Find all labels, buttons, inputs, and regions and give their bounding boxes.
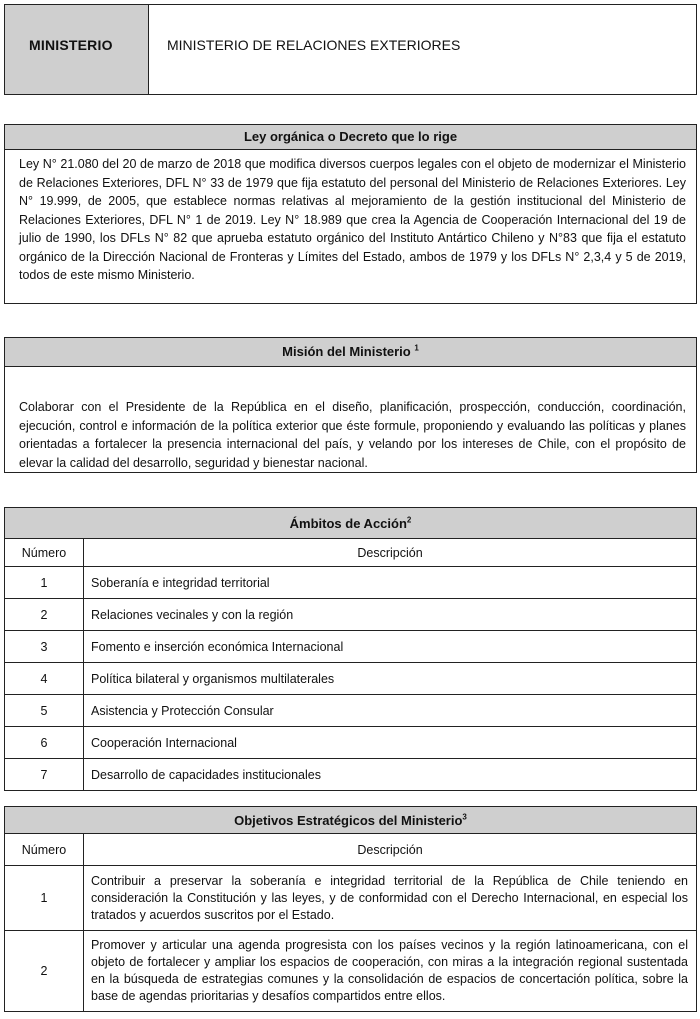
ministry-label: MINISTERIO bbox=[29, 37, 113, 53]
mision-title: Misión del Ministerio bbox=[282, 344, 411, 359]
ministry-header bbox=[4, 4, 697, 95]
ambitos-col-num: Número bbox=[5, 539, 84, 567]
objetivos-title: Objetivos Estratégicos del Ministerio bbox=[234, 812, 463, 828]
ambito-desc: Cooperación Internacional bbox=[84, 727, 697, 759]
ambito-desc: Fomento e inserción económica Internacional bbox=[84, 631, 697, 663]
objetivo-desc: Promover y articular una agenda progresista con los países vecinos y la región latinoamericana, con el objeto de fortalecer y ampliar los espacios de cooperación, con miras a la integración regional sustentada en la búsqueda de estrategias comunes y la consolidación de espacios de concertación política, sobre la base de agendas prioritarias y desafíos compartidos entre ellos. bbox=[84, 931, 697, 1012]
table-row bbox=[5, 567, 697, 599]
ambito-desc: Relaciones vecinales y con la región bbox=[84, 599, 697, 631]
objetivo-desc: Contribuir a preservar la soberanía e integridad territorial de la República de Chile teniendo en consideración la Constitución y las leyes, y de conformidad con el Derecho Internacional, en especial los tratados y acuerdos suscritos por el Estado. bbox=[84, 866, 697, 931]
objetivos-col-num: Número bbox=[5, 834, 84, 866]
ambito-num: 6 bbox=[5, 727, 84, 759]
ambitos-col-desc: Descripción bbox=[84, 539, 697, 567]
ambito-num: 1 bbox=[5, 567, 84, 599]
ambito-desc: Política bilateral y organismos multilaterales bbox=[84, 663, 697, 695]
ambito-num: 5 bbox=[5, 695, 84, 727]
table-row bbox=[5, 866, 697, 931]
ambito-num: 2 bbox=[5, 599, 84, 631]
mision-footnote: 1 bbox=[414, 343, 419, 353]
ambitos-title: Ámbitos de Acción bbox=[289, 515, 407, 531]
ambitos-table bbox=[4, 507, 697, 791]
ambitos-footnote: 2 bbox=[406, 515, 412, 525]
ambitos-title-bar bbox=[5, 508, 697, 539]
ministry-name: MINISTERIO DE RELACIONES EXTERIORES bbox=[167, 37, 461, 53]
ambito-num: 4 bbox=[5, 663, 84, 695]
mision-text: Colaborar con el Presidente de la República en el diseño, planificación, prospección, conducción, coordinación, ejecución, control e información de la política exterior que éste formule, proponiendo y evaluando las políticas y planes orientadas a fortalecer la presencia internacional del país, y velando por los intereses de Chile, con el propósito de elevar la calidad del desarrollo, seguridad y bienestar nacional. bbox=[19, 400, 686, 470]
ambito-desc: Asistencia y Protección Consular bbox=[84, 695, 697, 727]
ambito-num: 7 bbox=[5, 759, 84, 791]
table-row bbox=[5, 631, 697, 663]
table-row bbox=[5, 599, 697, 631]
ley-organica-section bbox=[4, 124, 697, 304]
mision-title-bar bbox=[5, 338, 696, 367]
ambito-desc: Soberanía e integridad territorial bbox=[84, 567, 697, 599]
table-row bbox=[5, 931, 697, 1012]
objetivos-title-bar bbox=[5, 807, 697, 834]
ambito-num: 3 bbox=[5, 631, 84, 663]
objetivo-num: 1 bbox=[5, 866, 84, 931]
ley-organica-title: Ley orgánica o Decreto que lo rige bbox=[5, 125, 696, 150]
ministry-label-cell bbox=[5, 5, 149, 94]
objetivos-table bbox=[4, 806, 697, 1012]
ley-organica-text: Ley N° 21.080 del 20 de marzo de 2018 que modifica diversos cuerpos legales con el objeto de modernizar el Ministerio de Relaciones Exteriores, DFL N° 33 de 1979 que fija estatuto del personal del Ministerio de Relaciones Exteriores. Ley N° 19.999, de 2005, que establece normas relativas al mejoramiento de la gestión institucional del Ministerio de Relaciones Exteriores, DFL N° 1 de 2019. Ley N° 18.989 que crea la Agencia de Cooperación Internacional del 19 de julio de 1990, los DFLs N° 82 que aprueba estatuto orgánico del Instituto Antártico Chileno y N°83 que fija el estatuto orgánico de la Dirección Nacional de Fronteras y Límites del Estado, ambos de 1979 y los DFLs N° 2,3,4 y 5 de 2019, todos de este mismo Ministerio. bbox=[19, 157, 686, 282]
ambito-desc: Desarrollo de capacidades institucionales bbox=[84, 759, 697, 791]
mision-section bbox=[4, 337, 697, 473]
table-row bbox=[5, 695, 697, 727]
objetivo-num: 2 bbox=[5, 931, 84, 1012]
table-row bbox=[5, 727, 697, 759]
table-row bbox=[5, 663, 697, 695]
objetivos-footnote: 3 bbox=[462, 812, 467, 822]
table-row bbox=[5, 759, 697, 791]
objetivos-col-desc: Descripción bbox=[84, 834, 697, 866]
